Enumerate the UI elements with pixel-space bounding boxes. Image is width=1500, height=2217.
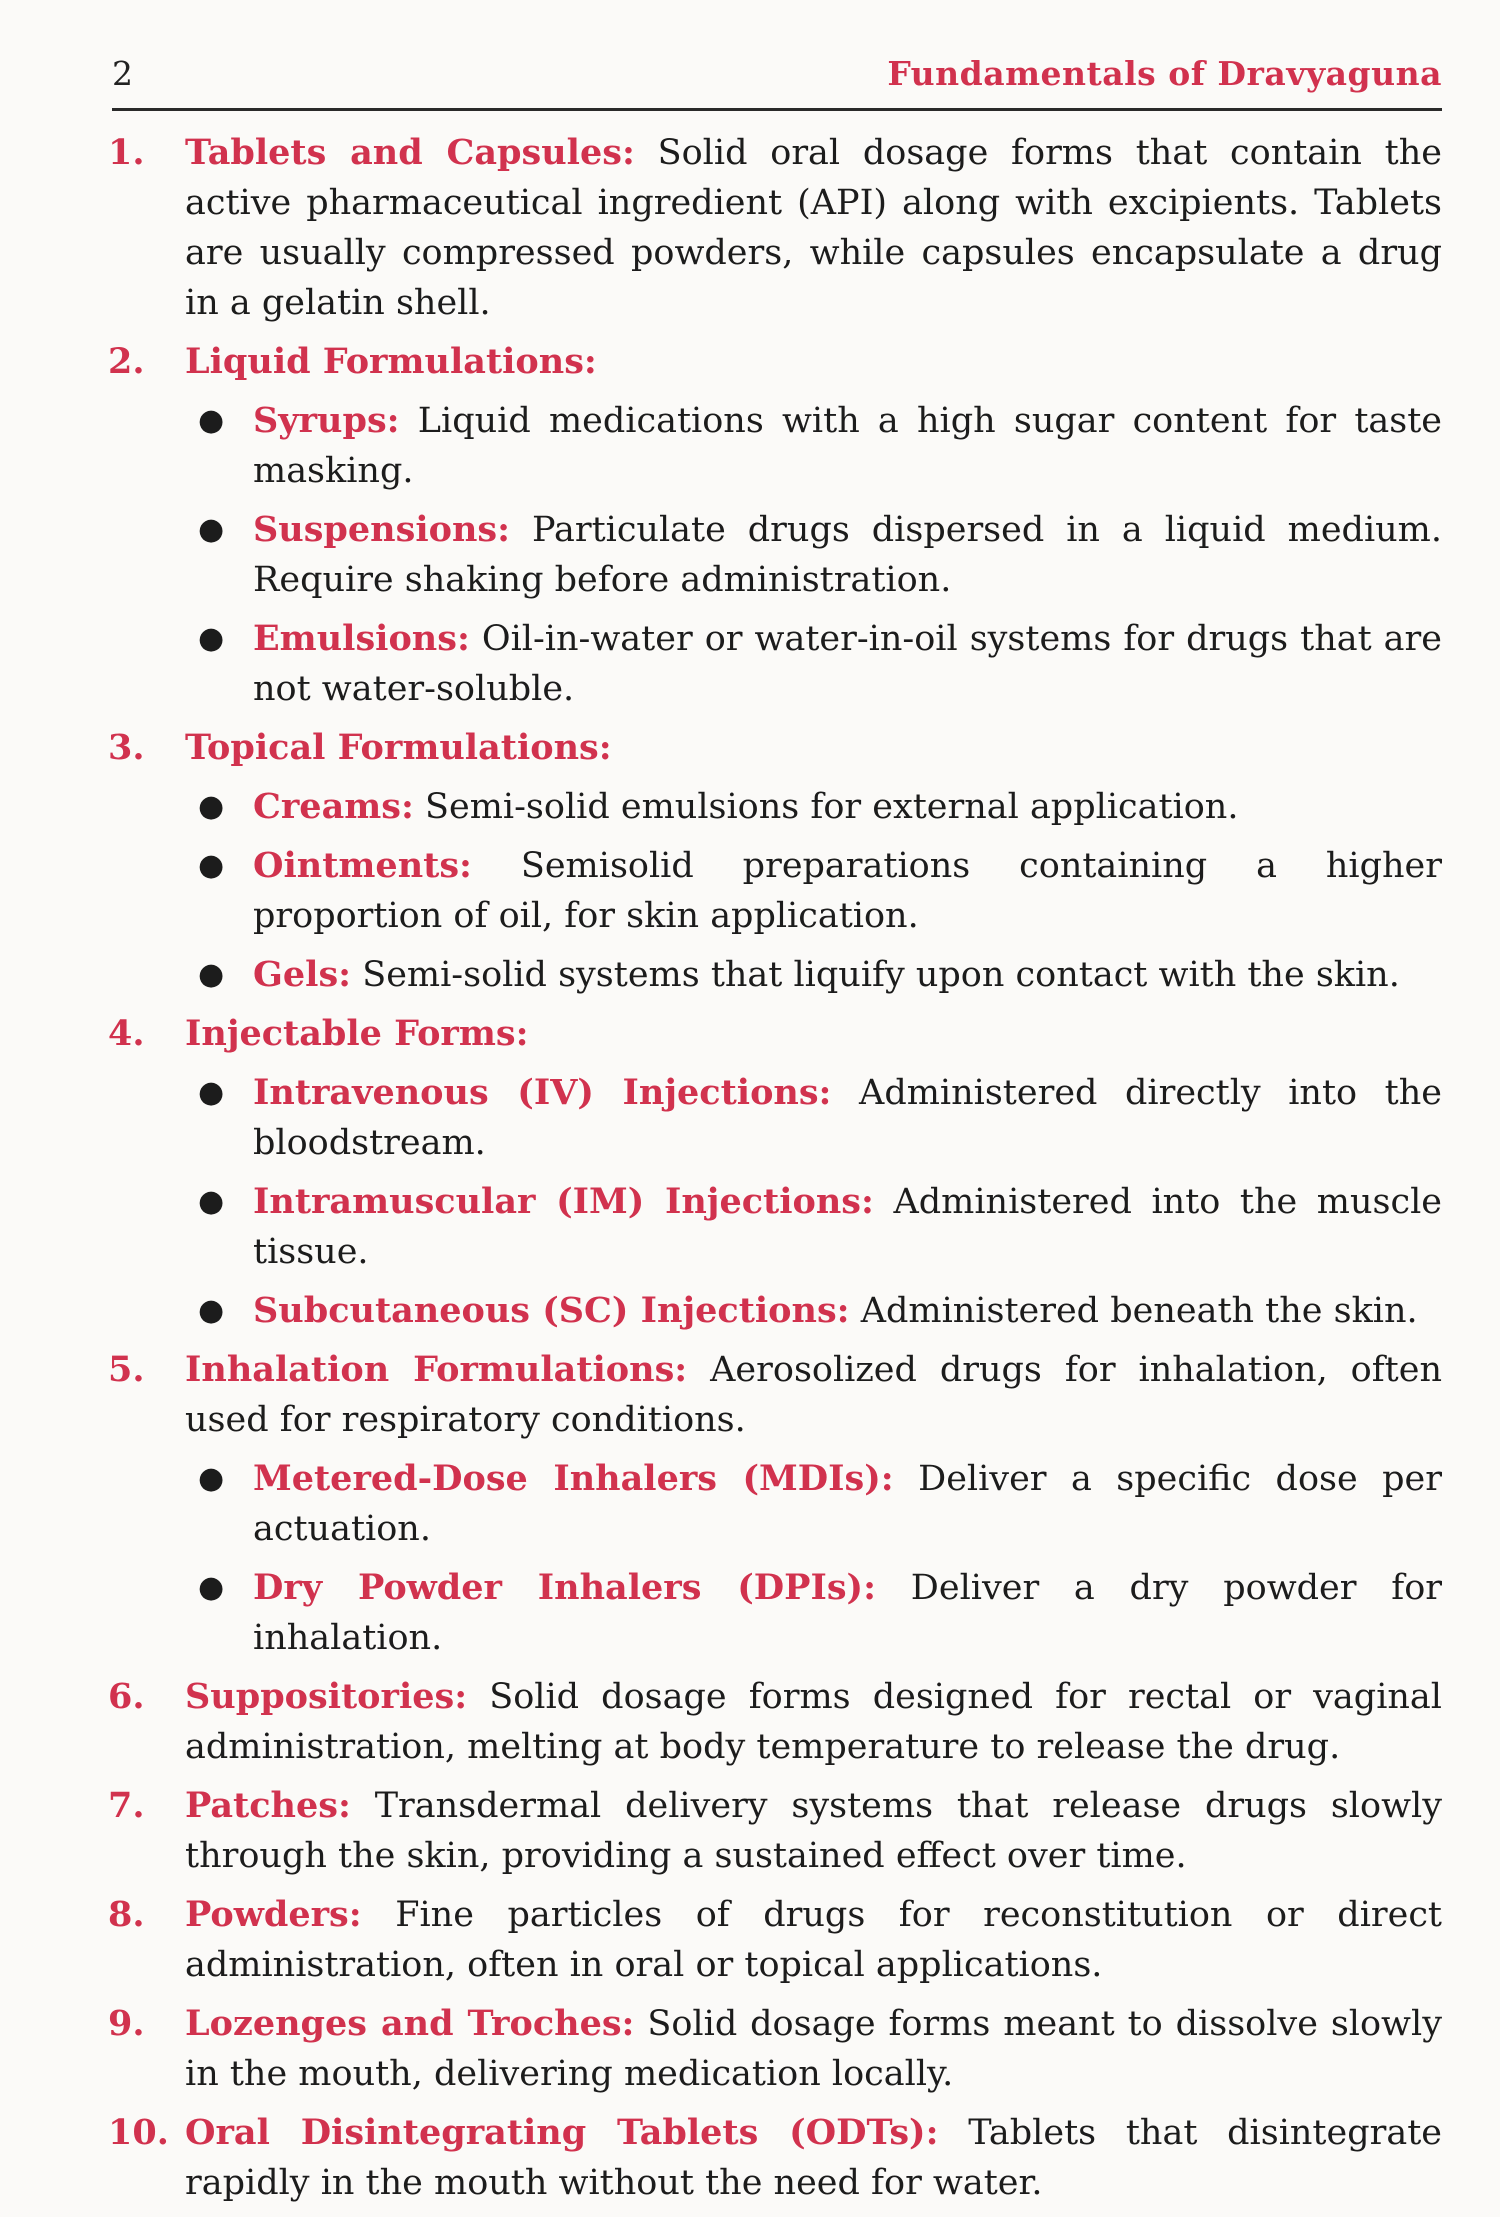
- item-term: Liquid Formulations:: [185, 341, 597, 382]
- item-number: 10.: [108, 2112, 169, 2153]
- bullet-icon: ●: [198, 403, 225, 438]
- sub-item-emulsions: [100, 614, 1442, 714]
- sub-item-creams: [100, 782, 1442, 832]
- item-term: Powders:: [185, 1894, 362, 1935]
- sub-item-text: Deliver a dry powder for inhalation.: [253, 1568, 1443, 1658]
- bullet-icon: ●: [198, 1461, 225, 1496]
- bullet-icon: ●: [198, 789, 225, 824]
- sub-item-text: Administered beneath the skin.: [849, 1291, 1418, 1331]
- item-number: 7.: [108, 1785, 145, 1826]
- sub-item-sc-injections: [100, 1286, 1442, 1336]
- item-text: Solid dosage forms meant to dissolve slowly in the mouth, delivering medication locally.: [185, 2004, 1442, 2094]
- item-term: Topical Formulations:: [185, 727, 612, 768]
- sub-item-text: Semi-solid systems that liquify upon contact with the skin.: [351, 955, 1400, 995]
- sub-item-text: Semisolid preparations containing a higher proportion of oil, for skin application.: [253, 846, 1442, 936]
- item-term: Suppositories:: [185, 1676, 468, 1717]
- item-term: Patches:: [185, 1785, 351, 1826]
- sub-item-suspensions: [100, 505, 1442, 605]
- sub-item-gels: [100, 950, 1442, 1000]
- sub-item-term: Emulsions:: [253, 618, 470, 659]
- list-item-powders: [100, 1890, 1442, 1990]
- item-number: 8.: [108, 1894, 145, 1935]
- item-number: 2.: [108, 341, 145, 382]
- sub-item-term: Intramuscular (IM) Injections:: [253, 1181, 874, 1222]
- item-text: Transdermal delivery systems that release drugs slowly through the skin, providing a sustained effect over time.: [185, 1786, 1442, 1876]
- item-term: Tablets and Capsules:: [185, 132, 635, 173]
- bullet-icon: ●: [198, 1075, 225, 1110]
- running-title: Fundamentals of Dravyaguna: [887, 54, 1442, 93]
- sub-item-text: Semi-solid emulsions for external application.: [413, 787, 1239, 827]
- bullet-icon: ●: [198, 848, 225, 883]
- sub-item-text: Particulate drugs dispersed in a liquid medium. Require shaking before administration.: [253, 510, 1442, 600]
- item-text: Aerosolized drugs for inhalation, often used for respiratory conditions.: [185, 1350, 1442, 1440]
- bullet-icon: ●: [198, 621, 225, 656]
- item-number: 6.: [108, 1676, 145, 1717]
- item-text: Solid oral dosage forms that contain the active pharmaceutical ingredient (API) along with excipients. Tablets are usually compressed powders, while capsules encapsulate a drug in a gelatin shell.: [185, 133, 1442, 323]
- sub-item-term: Syrups:: [253, 400, 400, 441]
- bullet-icon: ●: [198, 1184, 225, 1219]
- list-item-tablets-capsules: [100, 128, 1442, 328]
- sub-item-term: Intravenous (IV) Injections:: [253, 1072, 832, 1113]
- sub-item-text: Administered into the muscle tissue.: [253, 1182, 1443, 1272]
- sub-item-text: Liquid medications with a high sugar content for taste masking.: [253, 401, 1442, 491]
- item-term: Lozenges and Troches:: [185, 2003, 635, 2044]
- list-item-liquid-formulations: [100, 337, 1442, 387]
- sub-item-term: Subcutaneous (SC) Injections:: [253, 1290, 850, 1331]
- list-item-inhalation-formulations: [100, 1345, 1442, 1445]
- item-text: Tablets that disintegrate rapidly in the mouth without the need for water.: [185, 2113, 1442, 2203]
- sub-item-term: Metered-Dose Inhalers (MDIs):: [253, 1458, 894, 1499]
- sub-item-term: Creams:: [253, 786, 414, 827]
- sub-item-text: Deliver a specific dose per actuation.: [253, 1459, 1442, 1549]
- item-number: 5.: [108, 1349, 145, 1390]
- item-term: Oral Disintegrating Tablets (ODTs):: [185, 2112, 939, 2153]
- sub-item-text: Administered directly into the bloodstream.: [253, 1073, 1442, 1163]
- list-item-injectable-forms: [100, 1009, 1442, 1059]
- bullet-icon: ●: [198, 1293, 225, 1328]
- page-header: [112, 52, 1442, 111]
- list-item-suppositories: [100, 1672, 1442, 1772]
- sub-item-term: Suspensions:: [253, 509, 511, 550]
- dosage-forms-list: [100, 128, 1442, 2217]
- sub-item-iv-injections: [100, 1068, 1442, 1168]
- page-number: 2: [112, 54, 133, 93]
- bullet-icon: ●: [198, 1570, 225, 1605]
- item-term: Injectable Forms:: [185, 1013, 529, 1054]
- sub-item-syrups: [100, 396, 1442, 496]
- sub-item-term: Dry Powder Inhalers (DPIs):: [253, 1567, 877, 1608]
- sub-item-text: Oil-in-water or water-in-oil systems for drugs that are not water-soluble.: [253, 619, 1442, 709]
- list-item-odts: [100, 2108, 1442, 2208]
- sub-item-term: Gels:: [253, 954, 352, 995]
- item-text: Fine particles of drugs for reconstitution or direct administration, often in oral or topical applications.: [185, 1895, 1442, 1985]
- sub-item-dpis: [100, 1563, 1442, 1663]
- item-term: Inhalation Formulations:: [185, 1349, 688, 1390]
- sub-item-im-injections: [100, 1177, 1442, 1277]
- list-item-lozenges-troches: [100, 1999, 1442, 2099]
- item-number: 4.: [108, 1013, 145, 1054]
- item-text: Solid dosage forms designed for rectal or vaginal administration, melting at body temperature to release the drug.: [185, 1677, 1442, 1767]
- bullet-icon: ●: [198, 512, 225, 547]
- item-number: 1.: [108, 132, 145, 173]
- sub-item-mdis: [100, 1454, 1442, 1554]
- bullet-icon: ●: [198, 957, 225, 992]
- sub-item-term: Ointments:: [253, 845, 472, 886]
- item-number: 3.: [108, 727, 145, 768]
- item-number: 9.: [108, 2003, 145, 2044]
- list-item-patches: [100, 1781, 1442, 1881]
- sub-item-ointments: [100, 841, 1442, 941]
- list-item-topical-formulations: [100, 723, 1442, 773]
